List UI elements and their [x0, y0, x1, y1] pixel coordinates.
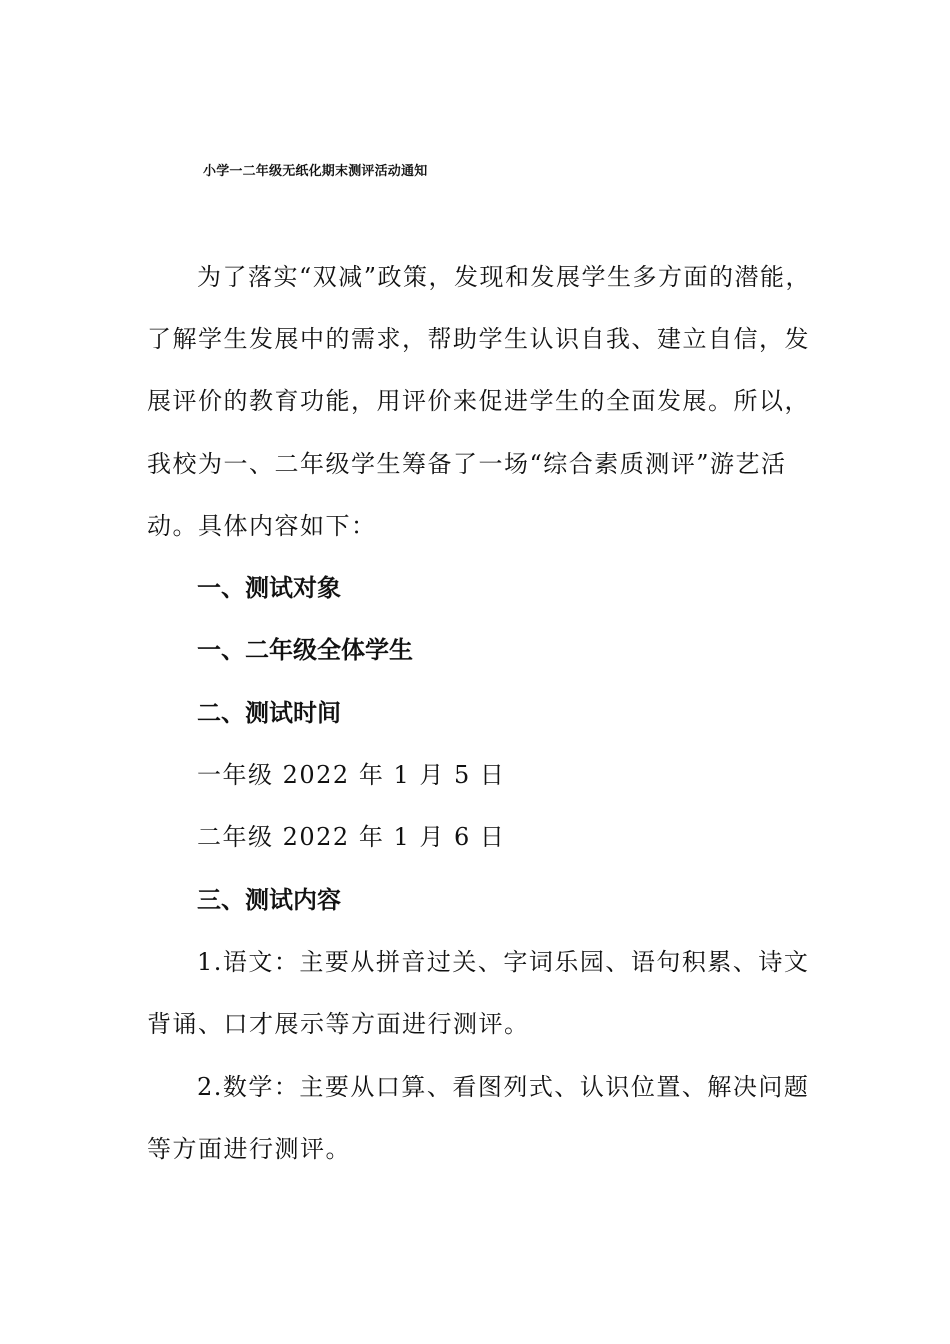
content-math-line-2: 等方面进行测评。: [147, 1135, 351, 1163]
intro-line-4: 我校为一、二年级学生筹备了一场“综合素质测评”游艺活: [147, 450, 787, 478]
time-line-grade2: 二年级 2022 年 1 月 6 日: [197, 823, 506, 851]
document-title: 小学一二年级无纸化期末测评活动通知: [203, 164, 428, 179]
section-heading-subjects: 一、测试对象: [197, 574, 341, 602]
intro-line-2: 了解学生发展中的需求，帮助学生认识自我、建立自信，发: [147, 325, 810, 353]
intro-line-5: 动。具体内容如下：: [147, 512, 377, 540]
section-heading-time: 二、测试时间: [197, 699, 341, 727]
content-chinese-line-2: 背诵、口才展示等方面进行测评。: [147, 1010, 530, 1038]
content-math-line-1: 2.数学：主要从口算、看图列式、认识位置、解决问题: [197, 1073, 810, 1101]
intro-line-3: 展评价的教育功能，用评价来促进学生的全面发展。所以，: [147, 387, 810, 415]
time-line-grade1: 一年级 2022 年 1 月 5 日: [197, 761, 506, 789]
content-chinese-line-1: 1.语文：主要从拼音过关、字词乐园、语句积累、诗文: [197, 948, 810, 976]
section-heading-content: 三、测试内容: [197, 886, 341, 914]
section-subjects-content: 一、二年级全体学生: [197, 636, 413, 664]
intro-line-1: 为了落实“双减”政策，发现和发展学生多方面的潜能，: [197, 263, 812, 291]
